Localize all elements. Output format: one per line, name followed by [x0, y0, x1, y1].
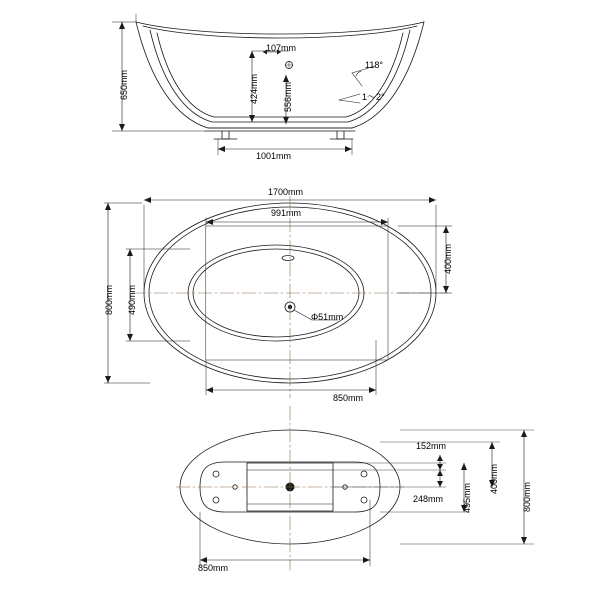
- dim-plan-inner-length: 991mm: [271, 208, 302, 218]
- dim-elevation-rim-offset: 107mm: [266, 43, 297, 53]
- dim-base-overall-width: 800mm: [522, 481, 532, 512]
- dim-elevation-draft-angle: 1～2°: [362, 92, 385, 102]
- dim-base-length: 495mm: [462, 482, 472, 513]
- dim-plan-foot-span: 850mm: [333, 393, 364, 403]
- bottom-plan-view: [176, 406, 534, 570]
- dim-elevation-water-depth: 556mm: [283, 81, 293, 112]
- top-plan-view: [104, 196, 452, 398]
- dim-plan-drain-diameter: Φ51mm: [311, 312, 344, 322]
- dim-base-frame-offset: 248mm: [413, 494, 444, 504]
- dim-plan-offset-right: 400mm: [443, 243, 453, 274]
- dim-elevation-wall-angle: 118°: [365, 60, 383, 70]
- dim-elevation-height: 650mm: [119, 69, 129, 100]
- dim-plan-overall-width: 800mm: [104, 284, 114, 315]
- dim-base-frame-width: 152mm: [416, 441, 447, 451]
- dim-plan-overall-length: 1700mm: [268, 187, 304, 197]
- elevation-view: [112, 14, 424, 155]
- dim-elevation-base-width: 1001mm: [256, 151, 292, 161]
- dim-plan-inner-width: 490mm: [127, 284, 137, 315]
- dim-elevation-inner-depth: 424mm: [249, 73, 259, 104]
- dim-base-foot-span: 850mm: [198, 563, 229, 573]
- dim-base-width: 400mm: [489, 463, 499, 494]
